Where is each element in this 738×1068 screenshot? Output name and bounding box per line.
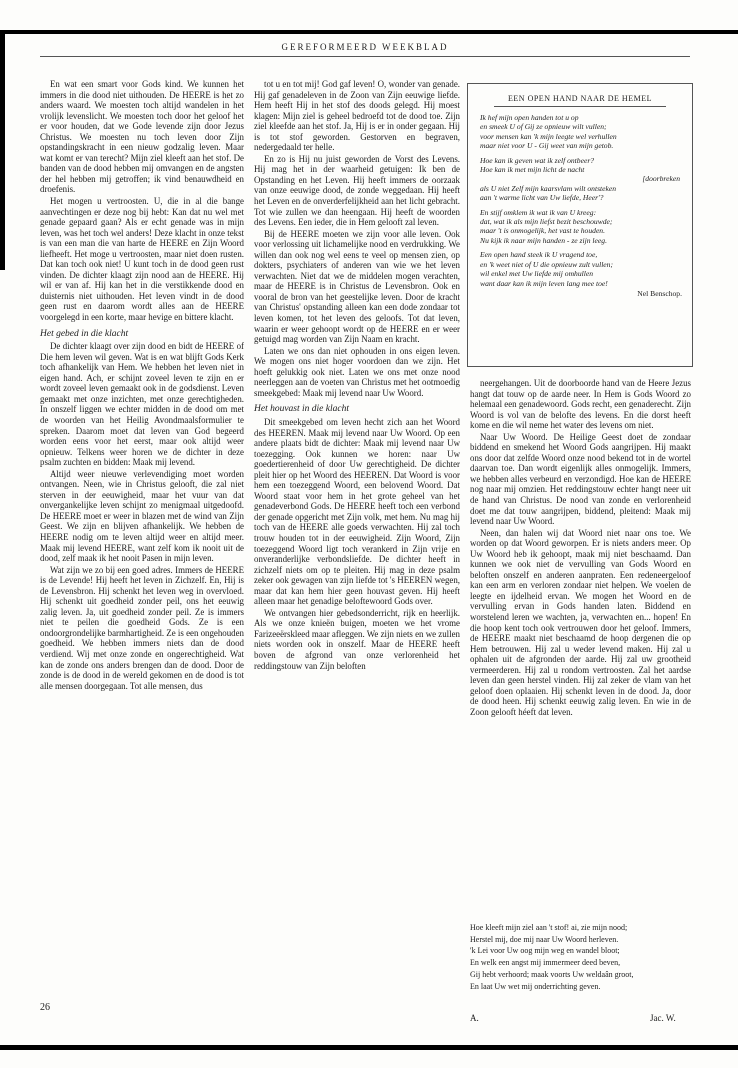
paragraph: En zo is Hij nu juist geworden de Vorst des Levens. Hij mag het in der waarheid getuigen: Ik ben de Opstanding en het Leven. Hij heeft immers de oorzaak van onze eeuwige dood, de zonde weggedaan. Hij heeft het Leven en de onverderfelijkheid aan het licht gebracht. Tot wie zullen we dan heengaan. Hij heeft de woorden des Levens. Een ieder, die in Hem gelooft zal leven.: [254, 153, 460, 228]
verse-line: En laat Uw wet mij onderrichting geven.: [470, 981, 601, 991]
column-left: [40, 79, 244, 691]
header-rule: [40, 56, 690, 57]
poem-line: [doorbreken: [642, 174, 680, 184]
verse-line: Hoe kleeft mijn ziel aan 't stof! ai, zie mijn nood;: [470, 923, 628, 932]
poem-line: Nu kijk ik naar mijn handen - ze zijn leeg.: [480, 235, 607, 245]
section-heading: Het houvast in die klacht: [254, 404, 349, 415]
poem-title: EEN OPEN HAND NAAR DE HEMEL: [508, 94, 652, 103]
closing-verse: [470, 922, 695, 992]
poem-line: maar 't is onmogelijk, het vast te houden.: [480, 226, 606, 236]
poem-stanza: [480, 156, 682, 203]
verse-line: Gij hebt verhoord; maak voorts Uw weldaân groot,: [470, 969, 634, 979]
paragraph: Altijd weer nieuwe verlevendiging moet worden ontvangen. Neen, wie in Christus gelooft, die zal niet sterven in der eeuwigheid, maar het vuur van dat onvergankelijke leven schijnt zo menigmaal uitgedoofd. De HEERE moet er weer in blazen met de wind van Zijn Geest. We zijn en blijven afhankelijk. We hebben de HEERE nodig om te leven altijd weer en altijd meer. Maak mij levend HEERE, want zelf kom ik nooit uit de dood, zelf maak ik het nooit Pasen in mijn leven.: [40, 468, 244, 564]
signature-right: Jac. W.: [650, 1013, 676, 1023]
poem-author: Nel Benschop.: [637, 288, 682, 298]
running-header: GEREFORMEERD WEEKBLAD: [281, 42, 449, 52]
section-heading: Het gebed in die klacht: [40, 328, 129, 339]
poem-stanza: [480, 113, 682, 151]
poem-line: Ik hef mijn open handen tot u op: [480, 113, 579, 122]
poem-line: en smeek U of Gij ze opnieuw wilt vullen;: [480, 122, 607, 132]
verse-line: En welk een angst mij immermeer deed beven,: [470, 958, 621, 968]
poem-line: als U niet Zelf mijn kaarsvlam wilt ontsteken: [480, 183, 617, 193]
poem-line: Hoe kan ik geven wat ik zelf ontbeer?: [480, 155, 595, 165]
poem-line: aan 't warme licht van Uw liefde, Heer'?: [480, 193, 604, 203]
poem-stanza: [480, 250, 682, 288]
paragraph: Het mogen u vertroosten. U, die in al die bange aanvechtingen er deze nog bij hebt: Kan dat nu wel met genade gepaard gaan? Als er echt genade was in mijn leven, was het toch wel anders! Deze klacht in onze tekst is van een man die van harte de HEERE en Zijn Woord liefheeft. Het moge u vertroosten, maar niet doen rusten. Dat kan toch ook niet! U kunt toch in de dood geen rust vinden. De dichter klaagt zijn nood aan de HEERE. Hij wil er van af. Hij kan het in die verstikkende dood en duisternis niet uithouden. Het leven vindt in de dood geen rust en daarom wordt alles aan de HEERE voorgelegd in een korte, maar hevige en bittere klacht.: [40, 196, 244, 323]
page-number: 26: [40, 1002, 50, 1013]
poem-line: en 'k weet niet of U die opnieuw zult vullen;: [480, 259, 614, 269]
poem-line: want daar kan ik mijn leven lang mee toe!: [480, 278, 608, 288]
poem-line: En stijf omklem ik wat ik van U kreeg:: [480, 207, 597, 217]
paragraph: Bij de HEERE moeten we zijn voor alle leven. Ook voor verlossing uit lichamelijke nood en verdrukking. We willen dan ook nog wel eens te veel op mensen zien, op dokters, psychiaters of anderen van wie we het leven verwachten. Niet dat we de middelen mogen verachten, maar de HEERE is in Christus de Levensbron. Ook en vooral de bron van het geestelijke leven. Door de kracht van Christus' opstanding alleen kan een dode zondaar tot leven komen, tot het leven des geloofs. Tot dat leven, waarin er weer gehoopt wordt op de HEERE en er weer getuigd mag worden van Zijn Naam en kracht.: [254, 228, 460, 345]
poem-line: voor mensen kan 'k mijn leegte wel verhullen: [480, 131, 617, 141]
paragraph: tot u en tot mij! God gaf leven! O, wonder van genade. Hij gaf genadeleven in de Zoon van Zijn eeuwige liefde. Hem heeft Hij in het stof des doods gelegd. Hij moest klagen: Mijn ziel is geheel bedroefd tot de dood toe. Zijn ziel kleefde aan het stof. Ja, Hij is er in onder gegaan. Hij is tot stof geworden. Gestorven en begraven, nedergedaald ter helle.: [254, 79, 460, 153]
poem-line: dat, wat ik als mijn liefst bezit beschouwde;: [480, 217, 613, 227]
column-right: [470, 378, 691, 718]
paragraph: Neen, dan halen wij dat Woord niet naar ons toe. We worden op dat Woord geworpen. Er is niets anders meer. Op Uw Woord heb ik gehoopt, maak mij niet beschaamd. Dan kunnen we ook niet de vervulling van Gods Woord en beloften onszelf en anderen aanpraten. Een redeneergeloof kan een arm en verloren zondaar niet helpen. We voelen de leegte en ijdelheid ervan. We mogen het Woord en de vervulling ervan in Gods handen laten. Biddend en worstelend leren we wachten, ja, verwachten en... hopen! En die hoop kent toch ook vertrouwen door het geloof. Immers, de HEERE maakt niet beschaamd de hoop dergenen die op Hem betrouwen. Hij zal u weder levend maken. Hij zal u ophalen uit de afgronden der aarde. Hij zal uw grootheid vermeerderen. Hij zal u rondom vertroosten. Zal het aardse leven dan geen herstel vinden. Hij zal zeker de vlam van het geloof doen oplaaien. Hij schenkt leven in de dood. Ja, door de dood heen. Hij schenkt eeuwig zalig leven. En wie in de Zoon gelooft héeft dat leven.: [470, 527, 691, 717]
poem-line: Een open hand steek ik U vragend toe,: [480, 250, 598, 260]
paragraph: En wat een smart voor Gods kind. We kunnen het immers in die dood niet uithouden. De HEERE is het zo anders waard. We moesten toch altijd wandelen in het vrolijk levenslicht. We moesten toch door het geloof het er voor houden, dat we Gode levende zijn door Jezus Christus. We moesten nu toch leven door Zijn opstandingskracht in een nieuw godzalig leven. Maar wat komt er van terecht? Mijn ziel kleeft aan het stof. De banden van de dood hebben mij omvangen en de angsten der hel hebben mij getroffen; ik vind benauwdheid en droefenis.: [40, 79, 244, 195]
left-edge-bar: [0, 30, 5, 270]
verse-line: Herstel mij, doe mij naar Uw Woord herleven.: [470, 934, 619, 944]
poem-title-rule: [494, 106, 666, 107]
poem-box: [467, 83, 693, 367]
paragraph: Naar Uw Woord. De Heilige Geest doet de zondaar biddend en smekend het Woord Gods aangrijpen. Hij maakt ons door dat zelfde Woord onze nood bekend tot in de wortel daarvan toe. Dan wordt eigenlijk alles onmogelijk. Immers, we hebben alles verbeurd en verzondigd. Hoe kan de HEERE nog naar mij omzien. Het reddingstouw echter hangt neer uit de hand van Christus. De nood van zonde en verlorenheid doet me dat touw aangrijpen, biddend, pleitend: Maak mij levend naar Uw Woord.: [470, 431, 691, 527]
poem-line: wil enkel met Uw liefde mij omhullen: [480, 269, 594, 279]
top-rule: [0, 30, 738, 34]
signature-left: A.: [470, 1013, 479, 1023]
verse-line: 'k Lei voor Uw oog mijn weg en wandel bloot;: [470, 946, 620, 956]
paragraph: De dichter klaagt over zijn dood en bidt de HEERE of Die hem leven wil geven. Wat is en wat blijft Gods Kerk toch afhankelijk van Hem. We hebben het leven niet in eigen hand. Ach, er schijnt zoveel leven te zijn en er wordt zoveel leven gemaakt ook in de godsdienst. Leven gemaakt met onze inzichten, met onze gerechtigheden. In onszelf liggen we echter midden in de dood om met de woorden van het Heilig Avondmaalsformulier te spreken. Daarom moet dat leven van God begeerd worden eens voor het eerst, maar ook altijd weer opnieuw. Telkens weer horen we de dichter in deze psalm zuchten en bidden: Maak mij levend.: [40, 341, 244, 468]
poem-line: maar niet voor U - Gij weet van mijn getob.: [480, 141, 614, 151]
bottom-rule: [0, 1045, 738, 1050]
column-middle: [254, 79, 460, 671]
paragraph: We ontvangen hier gebedsonderricht, rijk en heerlijk. Als we onze knieën buigen, moeten we het vrome Farizeeërskleed maar afleggen. We zijn niets en we zullen niets worden ook in onszelf. Maar de HEERE heeft boven de afgrond van onze verlorenheid het reddingstouw van Zijn beloften: [254, 607, 460, 671]
poem-line: Hoe kan ik met mijn licht de nacht: [480, 165, 585, 175]
poem-stanza: [480, 208, 682, 246]
paragraph: neergehangen. Uit de doorboorde hand van de Heere Jezus hangt dat touw op de aarde neer. In Hem is Gods Woord zo helemaal een genadewoord. Gods recht, een genaderecht. Zijn Woord is vol van de belofte des levens. En die dorst heeft kome en die wil neme het water des levens om niet.: [470, 378, 691, 431]
paragraph: Wat zijn we zo bij een goed adres. Immers de HEERE is de Levende! Hij heeft het leven in Zichzelf. En, Hij is de Levensbron. Hij schenkt het leven weg in overvloed. Hij schenkt uit goedheid zonder peil, ons het eeuwig zalig leven. Ja, uit goedheid zonder peil. Ze is immers niet te peilen die goedheid Gods. Ze is een ondoorgrondelijke barmhartigheid. Ze is een ongehouden goedheid. We hebben immers niets dan de dood verdiend. Wij met onze zonde en ongerechtigheid. Wat kan de zonde ons anders brengen dan de dood. Door de zonde is de dood in de wereld gekomen en de dood is tot alle mensen doorgegaan. Tot alle mensen, dus: [40, 564, 244, 691]
paragraph: Laten we ons dan niet ophouden in ons eigen leven. We mogen ons niet hoger voordoen dan we zijn. Het hoeft gelukkig ook niet. Laten we ons met onze nood neerleggen aan de voeten van Christus met het ootmoedig smeekgebed: Maak mij levend naar Uw Woord.: [254, 345, 460, 398]
paragraph: Dit smeekgebed om leven hecht zich aan het Woord des HEEREN. Maak mij levend naar Uw Woord. Op een andere plaats bidt de dichter: Maak mij levend naar Uw toezegging. Ook kunnen we horen: naar Uw goedertierenheid of door Uw gerechtigheid. De dichter pleit hier op het Woord des HEEREN. Dat Woord is voor hem een toezeggend Woord, een belovend Woord. Dat Woord staat voor hem in het grote geheel van het genadeverbond Gods. De HEERE heeft toch een verbond der genade opgericht met Zijn volk, met hem. Nu mag hij toch van de HEERE alle goeds verwachten. Hij zal toch trouw houden tot in der eeuwigheid. Zijn Woord, Zijn toezeggend Woord ligt toch verankerd in Zijn vrije en onveranderlijke verbondsliefde. De dichter heeft in zichzelf niets om op te pleiten. Hij mag in deze psalm zeker ook gewagen van zijn liefde tot 's HEEREN wegen, maar dat kan hem hier geen houvast geven. Hij heeft alleen maar het genadige beloftewoord Gods over.: [254, 416, 460, 607]
poem-body: [480, 113, 682, 298]
